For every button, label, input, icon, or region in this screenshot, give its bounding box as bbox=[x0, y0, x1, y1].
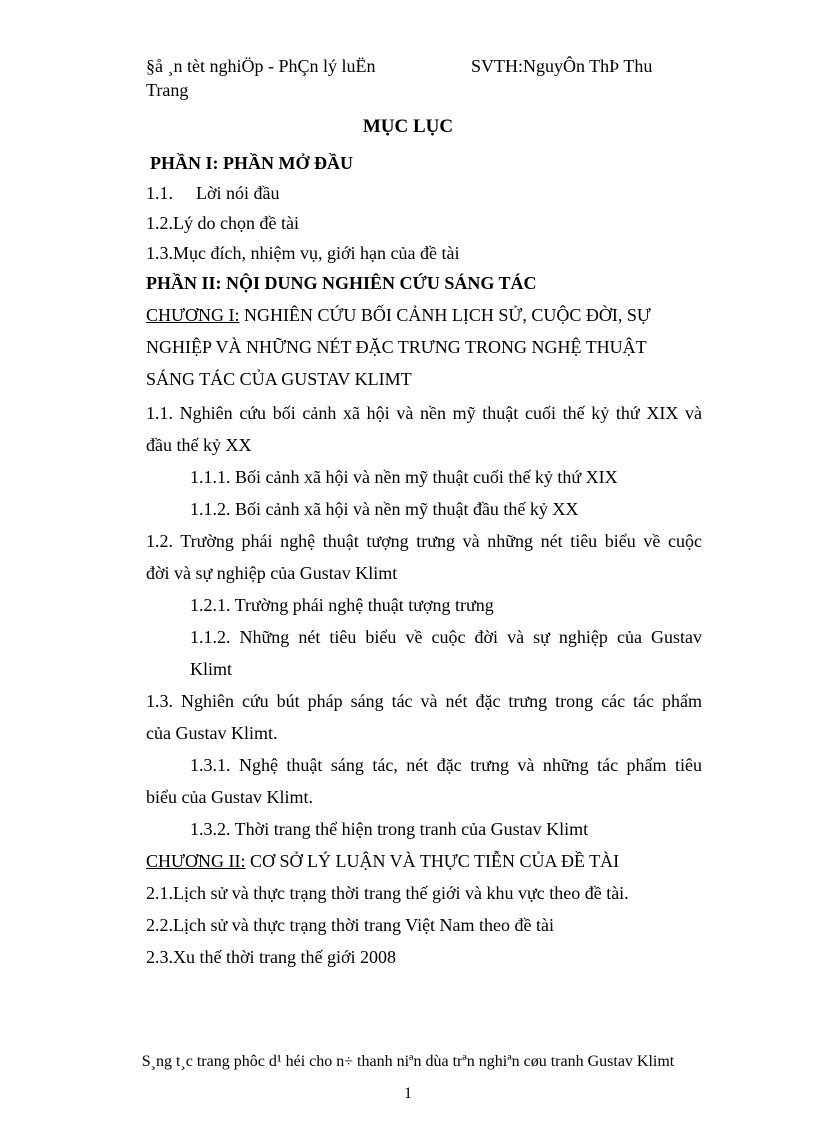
toc-item-1-3-line1: 1.3. Nghiên cứu bút pháp sáng tác và nét đặc trưng trong các tác phẩm bbox=[146, 691, 702, 711]
toc-item-2-1: 2.1.Lịch sử và thực trạng thời trang thế giới và khu vực theo đề tài. bbox=[146, 883, 629, 903]
toc-item-1-1-1: 1.1.1. Bối cảnh xã hội và nền mỹ thuật cuối thế kỷ thứ XIX bbox=[190, 467, 618, 487]
toc-item-1-1-line2: đầu thế kỷ XX bbox=[146, 435, 252, 455]
chapter2-label: CHƯƠNG II: bbox=[146, 851, 246, 871]
toc-item-2-3: 2.3.Xu thế thời trang thế giới 2008 bbox=[146, 947, 397, 967]
header-right-text: SVTH:NguyÔn ThÞ Thu bbox=[471, 56, 653, 76]
toc-item-1-2-line2: đời và sự nghiệp của Gustav Klimt bbox=[146, 563, 398, 583]
toc-item-1-2-2-line1: 1.1.2. Những nét tiêu biểu về cuộc đời và sự nghiệp của Gustav bbox=[190, 627, 702, 647]
toc-chapter1-line1 bbox=[146, 300, 651, 330]
toc-chapter1-line3: SÁNG TÁC CỦA GUSTAV KLIMT bbox=[146, 369, 412, 389]
toc-item-1-2-2-line2: Klimt bbox=[190, 659, 233, 679]
toc-chapter2 bbox=[146, 846, 619, 876]
toc-item-1-1-line1: 1.1. Nghiên cứu bối cảnh xã hội và nền mỹ thuật cuối thế kỷ thứ XIX và bbox=[146, 403, 702, 423]
toc-item-1-1-2: 1.1.2. Bối cảnh xã hội và nền mỹ thuật đầu thế kỷ XX bbox=[190, 499, 579, 519]
page-footer: S¸ng t¸c trang phôc d¹ héi cho n÷ thanh niªn dùa trªn nghiªn cøu tranh Gustav Klimt bbox=[141, 1053, 675, 1070]
toc-item-1-3-1-line1: 1.3.1. Nghệ thuật sáng tác, nét đặc trưng và những tác phẩm tiêu bbox=[190, 755, 702, 775]
page-number: 1 bbox=[404, 1085, 412, 1102]
toc-chapter1-line2: NGHIỆP VÀ NHỮNG NÉT ĐẶC TRƯNG TRONG NGHỆ THUẬT bbox=[146, 337, 647, 357]
toc-item-1-1-text: Lời nói đầu bbox=[196, 183, 280, 203]
toc-item-1-3-line2: của Gustav Klimt. bbox=[146, 723, 278, 743]
toc-item-1-2-1: 1.2.1. Trường phái nghệ thuật tượng trưng bbox=[190, 595, 494, 615]
toc-title: MỤC LỤC bbox=[362, 116, 454, 137]
toc-item-1-3-2: 1.3.2. Thời trang thể hiện trong tranh của Gustav Klimt bbox=[190, 819, 589, 839]
toc-item-1-3: 1.3.Mục đích, nhiệm vụ, giới hạn của đề tài bbox=[146, 243, 460, 263]
toc-item-1-2: 1.2.Lý do chọn đề tài bbox=[146, 213, 299, 233]
header-wrap-text: Trang bbox=[146, 80, 189, 100]
chapter1-label: CHƯƠNG I: bbox=[146, 305, 240, 325]
toc-item-1-1-number: 1.1. bbox=[146, 183, 173, 203]
toc-part1-heading: PHẦN I: PHẦN MỞ ĐẦU bbox=[150, 153, 353, 173]
header-left-text: §å ¸n tèt nghiÖp - PhÇn lý luËn bbox=[146, 56, 376, 76]
toc-item-1-2-line1: 1.2. Trường phái nghệ thuật tượng trưng và những nét tiêu biểu về cuộc bbox=[146, 531, 702, 551]
chapter1-title-part1: NGHIÊN CỨU BỐI CẢNH LỊCH SỬ, CUỘC ĐỜI, SỰ bbox=[239, 305, 651, 325]
toc-item-2-2: 2.2.Lịch sử và thực trạng thời trang Việt Nam theo đề tài bbox=[146, 915, 555, 935]
toc-part2-heading: PHẦN II: NỘI DUNG NGHIÊN CỨU SÁNG TÁC bbox=[146, 273, 537, 293]
chapter2-title: CƠ SỞ LÝ LUẬN VÀ THỰC TIỄN CỦA ĐỀ TÀI bbox=[245, 851, 620, 871]
toc-item-1-3-1-line2: biểu của Gustav Klimt. bbox=[146, 787, 313, 807]
